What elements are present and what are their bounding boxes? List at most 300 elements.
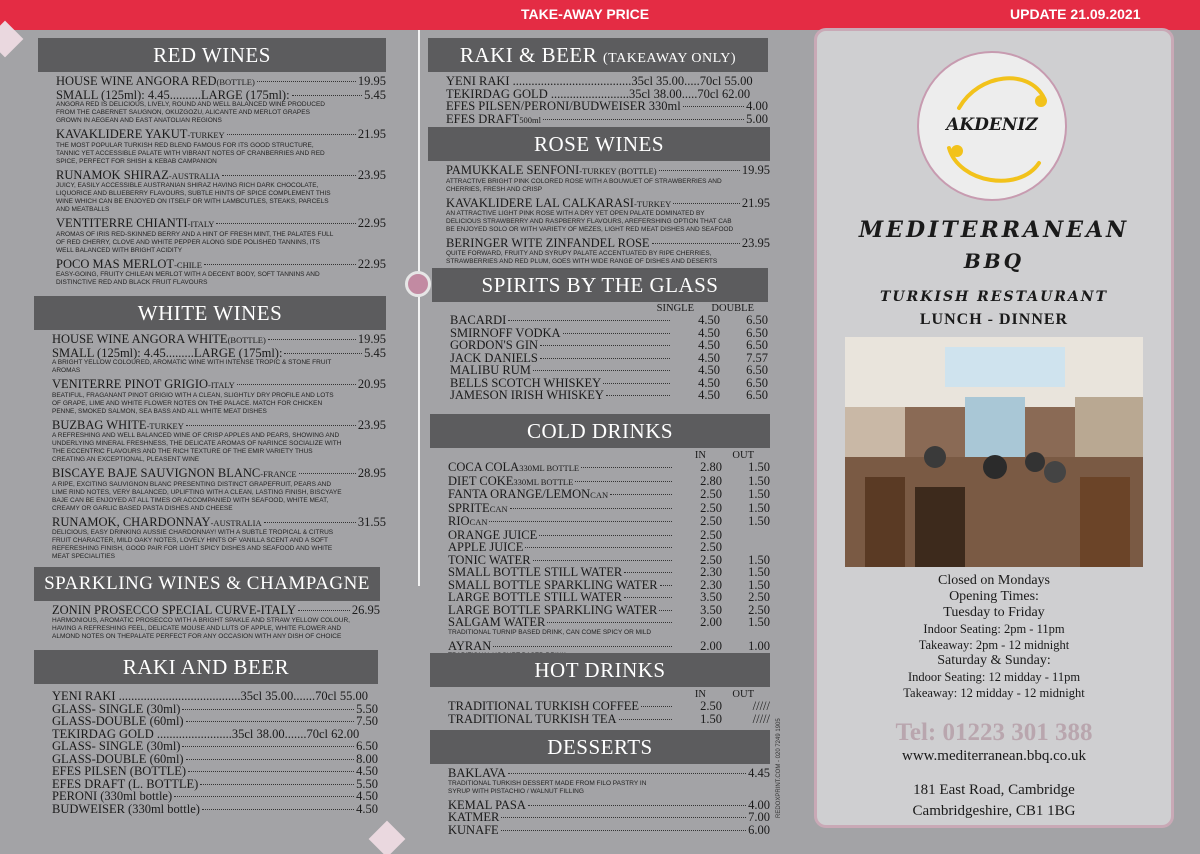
item-origin: -CHILE — [174, 259, 202, 270]
item-price: 23.95 — [357, 167, 386, 182]
price-in: 1.50 — [700, 711, 722, 726]
leader-dots — [547, 622, 672, 623]
leader-dots — [174, 796, 354, 797]
item-price: 19.95 — [741, 163, 770, 177]
item-name: PERONI (330ml bottle) — [52, 789, 173, 803]
leader-dots — [186, 759, 355, 760]
red-wines-list — [38, 72, 386, 292]
telephone[interactable]: Tel: 01223 301 388 — [895, 719, 1093, 746]
opening-hours-line: Indoor Seating: 2pm - 11pm — [923, 622, 1065, 636]
item-description: A RIPE, EXCITING SAUVIGNON BLANC PRESENTING DISTINCT GRAPEFRUIT, PEARS AND LIME RIND NOTES, VERY BALANCED, UPLIFTING WITH A CLEAN, LASTING FINISH, BISCYAYE BAJE CAN BE ENJOYED AT ALL TIMES OR ACCOMPANIED WITH SEAFOOD, WHITE MEAT, CREAMY OR GARLIC BASED PASTA DISHES AND CHEESE — [52, 480, 342, 512]
menu-item — [56, 169, 386, 183]
item-name: KUNAFE — [448, 822, 499, 837]
item-name: HOUSE WINE ANGORA RED — [56, 74, 217, 88]
item-name: EFES DRAFT (L. BOTTLE) — [52, 776, 199, 791]
menu-item — [52, 803, 378, 816]
menu-item — [448, 566, 770, 579]
column-middle — [428, 38, 768, 128]
menu-item — [56, 128, 386, 142]
item-name: GLASS- SINGLE (30ml) — [52, 701, 181, 716]
restaurant-info-panel — [814, 28, 1174, 828]
printer-credit: REDOXPRINT.COM - 020 7249 1905 — [776, 718, 782, 818]
item-name: VENTITERRE CHIANTI — [56, 216, 188, 230]
item-price: 19.95 — [357, 74, 386, 88]
item-name: LARGE BOTTLE SPARKLING WATER — [448, 602, 658, 617]
price-in: 2.30 — [700, 565, 722, 579]
leader-dots — [508, 773, 746, 774]
col-out: OUT — [732, 450, 754, 461]
menu-item — [450, 364, 768, 377]
price-in: 2.80 — [700, 460, 722, 474]
item-description: ANGORA RED IS DELICIOUS, LIVELY, ROUND AND WELL BALANCED WINE PRODUCED FROM THE CABERNET SAUGNON, OKUZGOZU, ALICANTE AND MERLOT GRAPES GROWN IN AEGEAN AND EAST ANATOLIAN REGIONS — [56, 101, 325, 124]
menu-item — [446, 75, 768, 88]
menu-item — [450, 389, 768, 402]
item-name: POCO MAS MERLOT — [56, 256, 175, 271]
item-name: KAVAKLIDERE LAL CALKARASI — [446, 195, 634, 210]
item-price: 20.95 — [357, 377, 386, 391]
item-price: 4.00 — [746, 99, 768, 113]
price-out: 6.50 — [746, 363, 768, 377]
item-name: JAMESON IRISH WHISKEY — [450, 388, 604, 402]
item-description: TRADITIONAL TURKISH DESSERT MADE FROM FILO PASTRY IN SYRUP WITH PISTACHIO / WALNUT FILLING — [448, 779, 647, 795]
raki-takeaway-note: (TAKEAWAY ONLY) — [603, 51, 737, 66]
menu-item — [448, 767, 770, 780]
price-in: 4.50 — [698, 325, 720, 340]
section-title-sparkling: SPARKLING WINES & CHAMPAGNE — [34, 567, 380, 601]
leader-dots — [641, 706, 672, 707]
menu-item — [448, 541, 770, 554]
price-in: 2.50 — [700, 552, 722, 567]
item-name: ZONIN PROSECCO SPECIAL CURVE-ITALY — [52, 603, 296, 617]
item-name: MALIBU RUM — [450, 363, 531, 377]
item-name: ORANGE JUICE — [448, 527, 538, 542]
menu-item — [56, 217, 386, 231]
col-in: IN — [694, 689, 706, 700]
price-out: 2.50 — [748, 590, 770, 604]
column-left-sparkling — [34, 567, 380, 646]
menu-item — [446, 113, 768, 127]
item-origin: -TURKEY — [633, 198, 672, 209]
item-price: 21.95 — [357, 127, 386, 141]
leader-dots — [227, 134, 356, 135]
price-out: ///// — [752, 699, 770, 713]
item-name: AYRAN — [448, 638, 492, 653]
section-title-spirits: SPIRITS BY THE GLASS — [432, 268, 768, 302]
section-title-red-wines: RED WINES — [38, 38, 386, 72]
col-out: OUT — [732, 689, 754, 700]
leader-dots — [216, 223, 356, 224]
item-description: ATTRACTIVE BRIGHT PINK COLORED ROSE WITH A BOUWUET OF STRAWBERRIES AND CHERRIES, FRESH AND CRISP — [446, 177, 722, 193]
menu-item — [52, 347, 386, 360]
logo-text: AKDENIZ — [946, 115, 1038, 135]
leader-dots — [624, 572, 672, 573]
menu-item — [52, 740, 378, 753]
menu-item — [450, 314, 768, 327]
column-middle-rose — [428, 127, 770, 271]
leader-dots — [186, 721, 355, 722]
price-in: 2.80 — [700, 473, 722, 488]
menu-item — [448, 591, 770, 604]
price-out: 7.57 — [746, 350, 768, 365]
restaurant-subtitle: TURKISH RESTAURANT — [879, 289, 1109, 305]
item-name: SMALL (125ml): 4.45.........LARGE (175ml): — [52, 345, 283, 360]
item-name: BUZBAG WHITE — [52, 417, 147, 432]
leader-dots — [501, 830, 746, 831]
opening-hours — [817, 573, 1171, 701]
item-price: 31.55 — [357, 514, 386, 529]
item-description: DELICIOUS, EASY DRINKING AUSSIE CHARDONNAY! WITH A SUBTLE TROPICAL & CITRUS FRUIT CHARACTER, MILD OAKY NOTES, LOVELY HINTS OF VANILLA SCENT AND A SOFT REFERESHING FINISH, GOOD PAIR FOR LIGHT SPICY DISHES AND SEAFOOD AND WHITE MEAT SPECIALITIES — [52, 529, 334, 560]
menu-item — [52, 333, 386, 347]
item-price: 4.00 — [748, 797, 770, 812]
price-out: 1.50 — [748, 565, 770, 579]
item-description: AN ATTRACTIVE LIGHT PINK ROSE WITH A DRY YET OPEN PALATE DOMINATED BY DELICIOUS STRAWBERRY AND RASPBERRY FLAVOURS, AREFERSHING OPTION THAT CAB BE ENJOYED SOLO OR WITH VARIETY OF MEZES, LIGHT RED MEAT DISHES AND SEAFOOD — [446, 210, 734, 233]
item-name: SMALL BOTTLE STILL WATER — [448, 565, 623, 579]
hot-drinks-list — [430, 700, 770, 727]
item-name: KAVAKLIDERE YAKUT — [56, 127, 188, 141]
leader-dots — [683, 106, 744, 107]
item-name: EFES DRAFT — [446, 111, 520, 126]
price-in: 2.50 — [700, 487, 722, 501]
column-left — [38, 38, 386, 292]
menu-item — [446, 237, 770, 250]
section-title-hot-drinks: HOT DRINKS — [430, 653, 770, 687]
menu-item — [448, 461, 770, 475]
decorative-diamond — [369, 821, 406, 854]
menu-item — [56, 89, 386, 102]
section-title-desserts: DESSERTS — [430, 730, 770, 764]
address-line-2: Cambridgeshire, CB1 1BG — [912, 803, 1076, 819]
column-left-raki — [34, 650, 378, 817]
item-origin: -TURKEY — [146, 420, 184, 431]
leader-dots — [284, 353, 362, 354]
leader-dots — [540, 345, 670, 346]
column-middle-spirits — [432, 268, 768, 404]
price-out: 1.50 — [748, 487, 770, 501]
leader-dots — [528, 805, 746, 806]
menu-item — [52, 690, 378, 703]
menu-item — [446, 197, 770, 211]
item-name: EFES PILSEN (BOTTLE) — [52, 764, 187, 778]
item-name: BELLS SCOTCH WHISKEY — [450, 375, 602, 390]
item-description: THE MOST POPULAR TURKISH RED BLEND FAMOUS FOR ITS GOOD STRUCTURE, TANNIC YET ACCESSIBLE PALATE WITH VIBRANT NOTES OF CRANBERRIES AND RED SPICE, PERFECT FOR SHISH & KEBAB CAMPANION — [56, 141, 325, 165]
item-name: SMIRNOFF VODKA — [450, 325, 561, 340]
lunch-dinner: LUNCH - DINNER — [919, 311, 1069, 328]
menu-item — [52, 715, 378, 728]
item-name: RIO — [448, 514, 470, 528]
menu-item — [52, 419, 386, 433]
item-size: 330ML BOTTLE — [513, 476, 574, 487]
item-description: EASY-GOING, FRUITY CHILEAN MERLOT WITH A DECENT BODY, SOFT TANNINS AND DISTINCTIVE RED AND BLACK FRUIT FLAVOURS — [56, 271, 320, 286]
leader-dots — [652, 243, 740, 244]
price-in: 2.00 — [700, 615, 722, 629]
item-origin: (BOTTLE) — [216, 77, 255, 87]
website-link[interactable]: www.mediterranean.bbq.co.uk — [902, 748, 1086, 764]
price-in: 2.50 — [700, 540, 722, 554]
item-name: EFES PILSEN/PERONI/BUDWEISER 330ml — [446, 99, 681, 113]
col-in: IN — [694, 450, 706, 461]
item-price: 23.95 — [741, 236, 770, 250]
menu-item — [52, 790, 378, 803]
leader-dots — [619, 719, 672, 720]
leader-dots — [182, 746, 354, 747]
leader-dots — [510, 508, 672, 509]
opening-hours-line: Takeaway: 2pm - 12 midnight — [918, 638, 1070, 652]
restaurant-name: MEDITERRANEAN — [858, 217, 1130, 243]
item-name: LARGE BOTTLE STILL WATER — [448, 590, 622, 604]
item-description: A REFRESHING AND WELL BALANCED WINE OF CRISP APPLES AND PEARS, SHOWING AND UNDERLYING MINERAL FRESHNESS, THE DELICATE AROMAS OF NARINCE SOCIALIZE WITH THE ECCENTRIC FLAVOURS AND THE RICH TEXTURE OF THE EMIR VARIETY THUS CREATING AN EXCEPTIONAL, PLEASENT WINE — [52, 432, 342, 463]
leader-dots — [200, 784, 354, 785]
leader-dots — [575, 481, 672, 482]
item-description: BEATIFUL, FRAGANANT PINOT GRIGIO WITH A CLEAN, SLIGHTLY DRY PROFILE AND LOTS OF GRAPE, LIME AND WHITE FLOWER NOTES ON THE PALACE. MATCH FOR CHICKEN PENNE, SMOKED SALMON, SEA BASS AND ALL WHITE MEAT DISHES — [52, 391, 334, 415]
item-description: TRADITIONAL TURNIP BASED DRINK, CAN COME SPICY OR MILD — [448, 628, 652, 636]
menu-item — [448, 713, 770, 726]
item-size: CAN — [469, 517, 488, 527]
item-size: CAN — [489, 503, 508, 514]
item-price: 23.95 — [357, 417, 386, 432]
opening-hours-line: Opening Times: — [949, 589, 1039, 604]
item-price: 22.95 — [357, 216, 386, 230]
spirits-list — [432, 314, 768, 404]
item-price: 4.45 — [748, 766, 770, 780]
leader-dots — [525, 547, 672, 548]
item-name: RUNAMOK, CHARDONNAY — [52, 514, 211, 529]
leader-dots — [237, 384, 356, 385]
item-name: YENI RAKI .......................................35cl 35.00.......70cl 55.00 — [52, 689, 368, 703]
item-price: 4.50 — [356, 764, 378, 778]
leader-dots — [563, 333, 670, 334]
item-price: 21.95 — [741, 195, 770, 210]
item-price: 4.50 — [356, 801, 378, 816]
leader-dots — [660, 585, 672, 586]
cold-drinks-list — [430, 461, 770, 665]
col-double: DOUBLE — [711, 303, 754, 314]
item-name: GORDON'S GIN — [450, 338, 539, 352]
item-name: TEKIRDAG GOLD .........................35cl 38.00.....70cl 62.00 — [446, 86, 751, 101]
raki-takeaway-list — [428, 72, 768, 128]
menu-item — [446, 164, 770, 178]
item-origin: -TURKEY — [187, 130, 225, 140]
item-name: GLASS- SINGLE (30ml) — [52, 739, 181, 753]
leader-dots — [298, 610, 350, 611]
item-size: CAN — [590, 490, 609, 500]
section-title-white-wines: WHITE WINES — [34, 296, 386, 330]
item-price: 8.00 — [356, 751, 378, 766]
item-name: SMALL (125ml): 4.45..........LARGE (175ml): — [56, 87, 290, 102]
price-in: 2.30 — [700, 577, 722, 592]
menu-item — [448, 700, 770, 713]
price-in: 2.50 — [700, 514, 722, 528]
price-out: 6.50 — [746, 313, 768, 327]
desserts-list — [430, 764, 770, 838]
menu-item — [448, 475, 770, 489]
leader-dots — [543, 119, 744, 120]
price-out: 2.50 — [748, 602, 770, 617]
section-title-raki-beer-takeaway — [428, 38, 768, 72]
fold-marker — [405, 271, 431, 297]
leader-dots — [493, 646, 672, 647]
price-in: 4.50 — [698, 388, 720, 402]
section-title-raki-beer: RAKI AND BEER — [34, 650, 378, 684]
item-origin: -ITALY — [187, 219, 215, 229]
menu-item — [52, 516, 386, 530]
price-in: 4.50 — [698, 350, 720, 365]
price-in: 4.50 — [698, 363, 720, 377]
update-date: UPDATE 21.09.2021 — [1010, 6, 1141, 22]
item-price: 5.50 — [356, 701, 378, 716]
leader-dots — [624, 597, 672, 598]
price-out: 1.50 — [748, 473, 770, 488]
menu-item — [450, 339, 768, 352]
item-description: AROMAS OF IRIS RED-SKINNED BERRY AND A HINT OF FRESH MINT, THE PALATES FULL OF RED CHERRY, CLOVE AND WHITE PEPPER ALONG SIDE POLISHED TANNINS, ITS WELL BALANCED WITH BRIGHT ACIDITY — [56, 230, 334, 254]
leader-dots — [299, 473, 356, 474]
price-out: 1.50 — [748, 460, 770, 474]
menu-item — [52, 765, 378, 778]
leader-dots — [659, 170, 740, 171]
menu-item — [56, 75, 386, 89]
price-out: 1.00 — [748, 638, 770, 653]
item-name: TONIC WATER — [448, 552, 531, 567]
price-out: 6.50 — [746, 338, 768, 352]
item-name: KEMAL PASA — [448, 797, 526, 812]
item-origin: -AUSTRALIA — [210, 517, 262, 528]
price-out: 1.50 — [748, 514, 770, 528]
item-name: VENITERRE PINOT GRIGIO — [52, 377, 209, 391]
item-name: SALGAM WATER — [448, 615, 546, 629]
item-name: COCA COLA — [448, 460, 520, 474]
price-out: 1.50 — [748, 552, 770, 567]
price-in: 2.50 — [700, 699, 722, 713]
item-description: JUICY, EASILY ACCESSIBLE AUSTRANIAN SHIRAZ HAVING RICH DARK CHOCOLATE, LIQUORICE AND BLUEBERRY FLAVOURS, SUBTLE HINTS OF SPICE COMPLEMENT THIS WINE WHICH CAN BE ENJOYED ON ITSELF OR WITH LAMBCUTLES, STEAKS, PARCELS AND MEATBALLS — [56, 182, 331, 213]
raki-beer-list — [34, 684, 378, 817]
leader-dots — [186, 425, 356, 426]
leader-dots — [539, 535, 672, 536]
leader-dots — [673, 203, 740, 204]
item-description: QUITE FORWARD, FRUITY AND SYRUPY PALATE ACCENTUATED BY RIPE CHERRIES, STRAWBERRIES AND RED PLUM, GOES WITH WIDE RANGE OF DISHES AND DESERTS — [446, 249, 718, 265]
item-origin: (BOTTLE) — [227, 335, 266, 345]
item-name: BISCAYE BAJE SAUVIGNON BLANC — [52, 466, 261, 480]
price-in: 4.50 — [698, 313, 720, 327]
leader-dots — [659, 610, 672, 611]
menu-item — [448, 616, 770, 629]
leader-dots — [182, 709, 354, 710]
item-size: 330ML BOTTLE — [519, 463, 580, 473]
frame-line — [418, 30, 420, 586]
price-in: 2.50 — [700, 527, 722, 542]
item-price: 5.45 — [364, 345, 386, 360]
item-price: 5.50 — [356, 776, 378, 791]
column-left-white — [34, 296, 386, 566]
item-origin: -ITALY — [208, 380, 235, 390]
item-price: 26.95 — [351, 603, 380, 617]
item-price: 28.95 — [357, 466, 386, 480]
item-price: 19.95 — [357, 332, 386, 346]
item-price: 6.00 — [748, 822, 770, 837]
leader-dots — [264, 522, 356, 523]
column-middle-hot — [430, 653, 770, 727]
opening-hours-line: Closed on Mondays — [938, 573, 1050, 588]
item-name: BACARDI — [450, 313, 507, 327]
item-name: RUNAMOK SHIRAZ — [56, 167, 169, 182]
menu-item — [448, 811, 770, 824]
item-origin: -FRANCE — [260, 469, 297, 479]
leader-dots — [606, 395, 670, 396]
price-out: 6.50 — [746, 375, 768, 390]
leader-dots — [603, 383, 670, 384]
price-in: 4.50 — [698, 375, 720, 390]
price-out: 1.50 — [748, 615, 770, 629]
col-single: SINGLE — [656, 303, 694, 314]
opening-hours-line: Tuesday to Friday — [943, 605, 1045, 620]
item-description: HARMONIOUS, AROMATIC PROSECCO WITH A BRIGHT SPAKLE AND STRAW YELLOW COLOUR, HAVING A REFRESHING FEEL, DELICATE MOUSE AND LUTS OF APPLE, WHITE FLOWER AND ALMOND NOTES ON THEPALATE PERFECT FOR ANY OCCASION WITH ANY DISH OF CHOICE — [52, 616, 350, 640]
take-away-label: TAKE-AWAY PRICE — [521, 6, 650, 22]
menu-item — [446, 100, 768, 113]
item-name: PAMUKKALE SENFONI — [446, 163, 580, 177]
sparkling-list — [34, 601, 380, 646]
leader-dots — [268, 339, 356, 340]
opening-hours-line: Takeaway: 12 midday - 12 midnight — [903, 686, 1085, 700]
menu-item — [52, 378, 386, 392]
price-in: 2.50 — [700, 500, 722, 515]
item-name: JACK DANIELS — [450, 350, 538, 365]
item-name: DIET COKE — [448, 473, 514, 488]
restaurant-interior-image — [845, 337, 1143, 567]
price-out: 1.50 — [748, 500, 770, 515]
menu-item — [448, 488, 770, 502]
leader-dots — [540, 358, 670, 359]
item-name: BERINGER WITE ZINFANDEL ROSE — [446, 236, 650, 250]
raki-takeaway-title: RAKI & BEER — [459, 43, 598, 67]
item-price: 5.45 — [364, 87, 386, 102]
item-description: A BRIGHT YELLOW COLOURED, AROMATIC WINE WITH INTENSE TROPIC & STONE FRUIT AROMAS — [52, 359, 332, 374]
item-name: TEKIRDAG GOLD ........................35cl 38.00.......70cl 62.00 — [52, 726, 360, 741]
leader-dots — [581, 467, 672, 468]
menu-item — [448, 515, 770, 529]
item-price: 7.50 — [356, 714, 378, 728]
item-name: BUDWEISER (330ml bottle) — [52, 801, 200, 816]
section-title-cold-drinks: COLD DRINKS — [430, 414, 770, 448]
opening-hours-line: Indoor Seating: 12 midday - 11pm — [907, 670, 1081, 684]
leader-dots — [533, 560, 672, 561]
price-out: ///// — [752, 711, 770, 726]
leader-dots — [202, 809, 354, 810]
item-name: TRADITIONAL TURKISH COFFEE — [448, 699, 639, 713]
leader-dots — [610, 494, 672, 495]
item-name: YENI RAKI ......................................35cl 35.00.....70cl 55.00 — [446, 74, 753, 88]
item-name: GLASS-DOUBLE (60ml) — [52, 714, 184, 728]
leader-dots — [292, 95, 363, 96]
price-in: 2.00 — [700, 638, 722, 653]
leader-dots — [257, 81, 356, 82]
item-price: 7.00 — [748, 810, 770, 824]
price-in: 3.50 — [700, 590, 722, 604]
item-price: 22.95 — [357, 256, 386, 271]
top-bar — [0, 0, 1200, 30]
leader-dots — [188, 771, 354, 772]
menu-item — [52, 467, 386, 481]
leader-dots — [508, 320, 670, 321]
item-name: GLASS-DOUBLE (60ml) — [52, 751, 184, 766]
white-wines-list — [34, 330, 386, 566]
price-out: 6.50 — [746, 388, 768, 402]
leader-dots — [204, 264, 356, 265]
menu-item — [52, 604, 380, 617]
rose-wines-list — [428, 161, 770, 271]
item-price: 5.00 — [746, 111, 768, 126]
leader-dots — [222, 175, 356, 176]
menu-item — [448, 824, 770, 837]
column-middle-desserts — [430, 730, 770, 838]
item-name: SMALL BOTTLE SPARKLING WATER — [448, 577, 658, 592]
